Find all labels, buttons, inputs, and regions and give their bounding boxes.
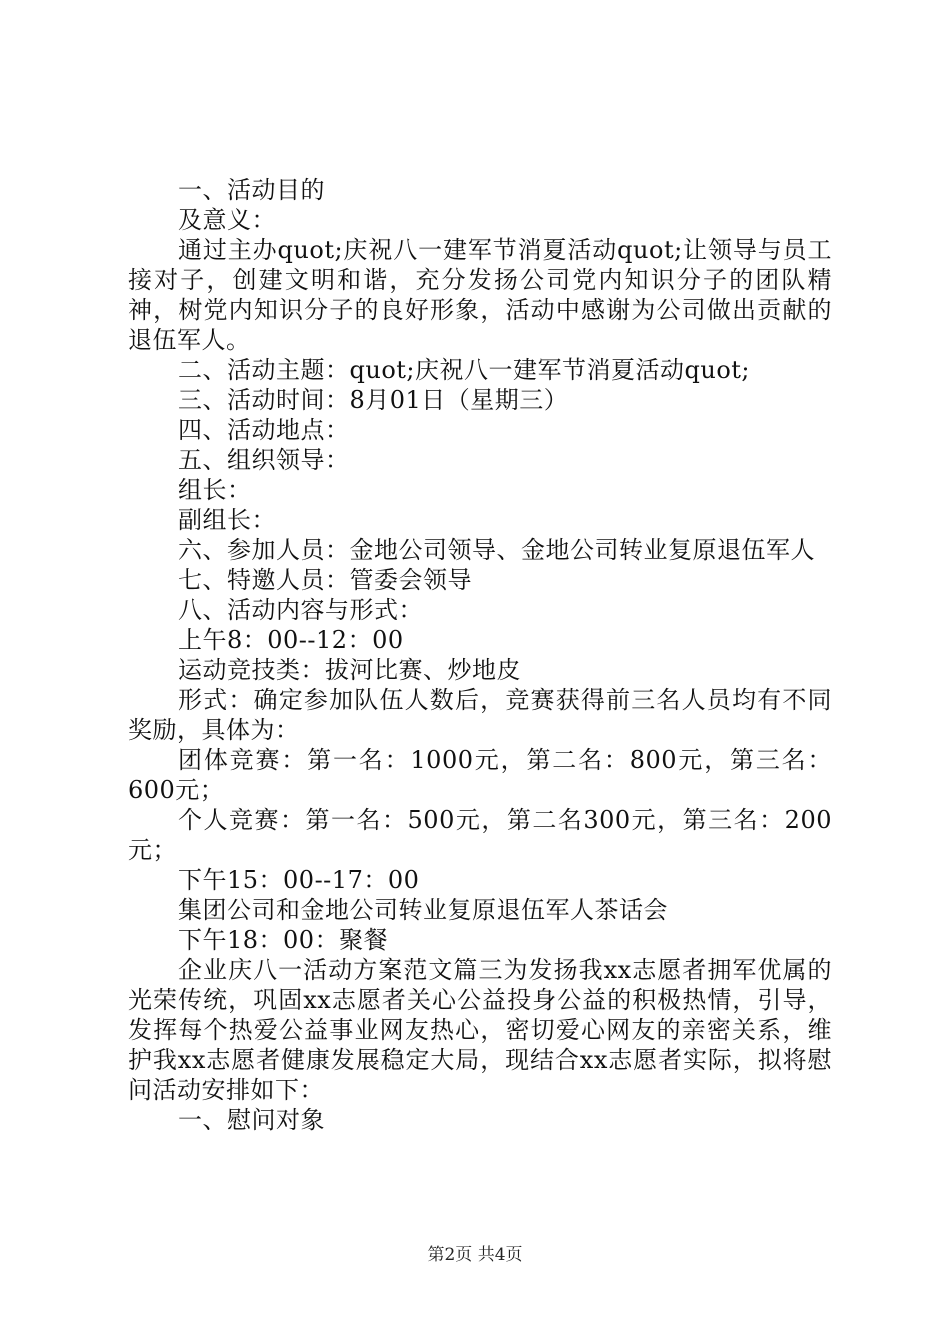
paragraph: 个人竞赛：第一名：500元，第二名300元，第三名：200元； bbox=[128, 806, 832, 864]
paragraph: 企业庆八一活动方案范文篇三为发扬我xx志愿者拥军优属的光荣传统，巩固xx志愿者关心公益投身公益的积极热情，引导，发挥每个热爱公益事业网友热心，密切爱心网友的亲密关系，维护我xx志愿者健康发展稳定大局，现结合xx志愿者实际，拟将慰问活动安排如下： bbox=[128, 956, 832, 1104]
paragraph: 一、慰问对象 bbox=[178, 1106, 325, 1134]
paragraph: 组长： bbox=[178, 476, 252, 504]
paragraph: 团体竞赛：第一名：1000元，第二名：800元，第三名：600元； bbox=[128, 746, 832, 804]
paragraph: 八、活动内容与形式： bbox=[178, 596, 423, 624]
paragraph: 及意义： bbox=[178, 206, 276, 234]
paragraph: 运动竞技类：拔河比赛、炒地皮 bbox=[178, 656, 521, 684]
document-body bbox=[128, 175, 832, 1135]
paragraph: 下午18：00：聚餐 bbox=[178, 926, 389, 954]
paragraph: 副组长： bbox=[178, 506, 276, 534]
paragraph: 三、活动时间：8月01日（星期三） bbox=[178, 386, 569, 414]
paragraph: 六、参加人员：金地公司领导、金地公司转业复原退伍军人 bbox=[178, 536, 815, 564]
page-number-footer: 第2页 共4页 bbox=[427, 1245, 523, 1265]
paragraph: 通过主办quot;庆祝八一建军节消夏活动quot;让领导与员工接对子，创建文明和谐，充分发扬公司党内知识分子的团队精神，树党内知识分子的良好形象，活动中感谢为公司做出贡献的退伍军人。 bbox=[128, 236, 832, 354]
paragraph: 形式：确定参加队伍人数后，竞赛获得前三名人员均有不同奖励，具体为： bbox=[128, 686, 832, 744]
paragraph: 七、特邀人员：管委会领导 bbox=[178, 566, 472, 594]
paragraph: 下午15：00--17：00 bbox=[178, 866, 420, 894]
paragraph: 集团公司和金地公司转业复原退伍军人茶话会 bbox=[178, 896, 668, 924]
paragraph: 一、活动目的 bbox=[178, 176, 325, 204]
paragraph: 五、组织领导： bbox=[178, 446, 350, 474]
paragraph: 上午8：00--12：00 bbox=[178, 626, 404, 654]
paragraph: 四、活动地点： bbox=[178, 416, 350, 444]
paragraph: 二、活动主题：quot;庆祝八一建军节消夏活动quot; bbox=[178, 356, 750, 384]
